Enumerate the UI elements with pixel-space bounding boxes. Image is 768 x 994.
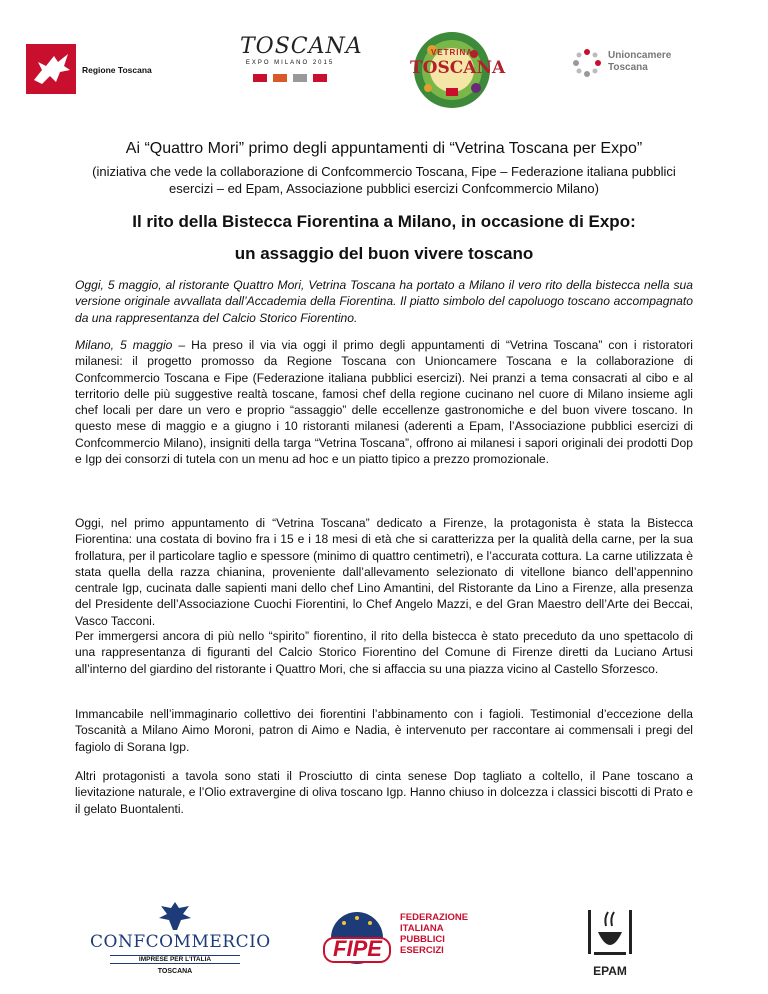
paragraph-5: Altri protagonisti a tavola sono stati il Prosciutto di cinta senese Dop tagliato a coltello, il Pane toscano a lievitazione naturale, e l’Olio extravergine di oliva toscano Igp. Hanno chiuso in dolcezza i classici biscotti di Prato e il gelato Buontalenti.	[75, 769, 693, 816]
lead-text-c: . Il piatto simbolo del capoluogo toscano accompagnato da una rappresentanza del Calcio Storico Fiorentino.	[75, 294, 693, 325]
dateline: Milano, 5 maggio	[75, 338, 173, 352]
cutlery-cup-icon	[580, 902, 640, 962]
intro-parenthetical-line1: (iniziativa che vede la collaborazione di Confcommercio Toscana, Fipe – Federazione italiana pubblici	[92, 164, 676, 179]
partner-mark-icon	[253, 74, 267, 82]
unioncamere-line1: Unioncamere	[608, 50, 672, 61]
paragraph-4: Immancabile nell’immaginario collettivo dei fiorentini l’abbinamento con i fagioli. Testimonial d’eccezione della Toscanità a Milano Aimo Moroni, patron di Aimo e Nadia, è intervenuto per raccontare ai commensali i pregi del fagiolo di Sorana Igp.	[75, 707, 693, 754]
fipe-fed-line1: FEDERAZIONE	[400, 912, 469, 923]
regione-toscana-logo	[24, 40, 174, 90]
vetrina-top-word: VETRINA	[430, 48, 474, 57]
intro-parenthetical-line2: esercizi – ed Epam, Associazione pubblici esercizi Confcommercio Milano)	[169, 181, 599, 196]
confcommercio-name: CONFCOMMERCIO	[90, 932, 271, 952]
eagle-icon	[155, 900, 195, 932]
paragraph-3: Per immergersi ancora di più nello “spirito” fiorentino, il rito della bistecca è stato preceduto da uno spettacolo di una rappresentanza di figuranti del Calcio Storico Fiorentino del Comune di Firenze diretti da Luciano Artusi all’interno del giardino del ristorante i Quattro Mori, che si affaccia su una piazza vicino al Castello Sforzesco.	[75, 629, 693, 676]
expo-partner-marks	[240, 74, 340, 82]
unioncamere-logo	[570, 46, 690, 86]
headline: Il rito della Bistecca Fiorentina a Milano, in occasione di Expo:	[132, 212, 636, 231]
confcommercio-region: TOSCANA	[157, 968, 193, 975]
lead-paragraph	[75, 277, 693, 326]
intro-line: Ai “Quattro Mori” primo degli appuntamenti di “Vetrina Toscana per Expo”	[125, 140, 643, 157]
partner-mark-icon	[273, 74, 287, 82]
subheadline: un assaggio del buon vivere toscano	[234, 244, 534, 263]
confcommercio-logo	[90, 900, 271, 980]
confcommercio-tagline: IMPRESE PER L'ITALIA	[110, 955, 240, 964]
paragraph-1	[75, 337, 693, 467]
fipe-logo	[320, 910, 490, 980]
header-logos	[0, 34, 768, 114]
epam-word: EPAM	[593, 964, 627, 978]
fipe-fed-line2: ITALIANA	[400, 923, 444, 934]
epam-logo	[580, 902, 640, 982]
partner-mark-icon	[293, 74, 307, 82]
intro-parenthetical	[30, 163, 738, 197]
fipe-fed-line3: PUBBLICI	[400, 934, 445, 945]
lead-text-b: Accademia della Fiorentina	[246, 294, 394, 309]
fipe-federation-text	[400, 912, 468, 956]
pegasus-icon	[24, 40, 80, 96]
expo-title: TOSCANA	[240, 34, 363, 59]
paragraph-2: Oggi, nel primo appuntamento di “Vetrina Toscana” dedicato a Firenze, la protagonista è stata la Bistecca Fiorentina: una costata di bovino fra i 15 e i 18 mesi di età che si caratterizza per la qualità della carne, per la sua frollatura, per il particolare taglio e spessore (minimo di quattro centimetri), e l’accurata cottura. La carne utilizzata è stata quella della razza chianina, proveniente dall’allevamento selezionato di vitellone bianco dell’appennino centrale Igp, cucinata dalle sapienti mani dello chef Lino Amantini, del Ristorante da Lino a Firenze, alla presenza del Presidente dell’Associazione Cuochi Fiorentini, lo Chef Angelo Mazzi, e del Gran Maestro dell’Arte dei Beccai, Vasco Tacconi.	[75, 516, 693, 628]
fipe-word: FIPE	[333, 936, 382, 961]
fipe-fed-line4: ESERCIZI	[400, 945, 444, 956]
expo-subtitle: EXPO MILANO 2015	[245, 60, 335, 66]
unioncamere-star-icon	[570, 46, 604, 80]
vetrina-toscana-logo	[410, 28, 506, 112]
paragraph-1-text: – Ha preso il via via oggi il primo degli appuntamenti di “Vetrina Toscana” con i ristoratori milanesi: il progetto promosso da Regione Toscana con Unioncamere Toscana e la collaborazione di Confcommercio Toscana e Fipe (Federazione italiana pubblici esercizi). Nei pranzi a tema consacrati al cibo e al territorio delle più suggestive realtà toscane, famosi chef della regione cucinano nel cuore di Milano insieme agli chef locali per dare un vero e proprio “assaggio” delle eccellenze gastronomiche e del buon vivere toscano. In questo mese di maggio e a giugno i 10 ristoranti milanesi (aderenti a Epam, l’Associazione pubblici esercizi di Confcommercio Milano), insigniti della targa “Vetrina Toscana”, offrono ai milanesi i sapori originali dei prodotti Dop e Igp dei consorzi di tutela con un menu ad hoc e un piatto tipico a prezzo promozionale.	[75, 338, 693, 467]
lead-text-a: Oggi, 5 maggio, al ristorante Quattro Mori, Vetrina Toscana ha portato a Milano il vero rito della bistecca nella sua versione originale avvallata dall’	[75, 278, 693, 309]
toscana-expo-logo	[240, 34, 363, 104]
partner-mark-icon	[313, 74, 327, 82]
regione-label: Regione Toscana	[82, 65, 152, 75]
vetrina-main-word: TOSCANA	[410, 58, 506, 78]
unioncamere-line2: Toscana	[608, 62, 648, 73]
